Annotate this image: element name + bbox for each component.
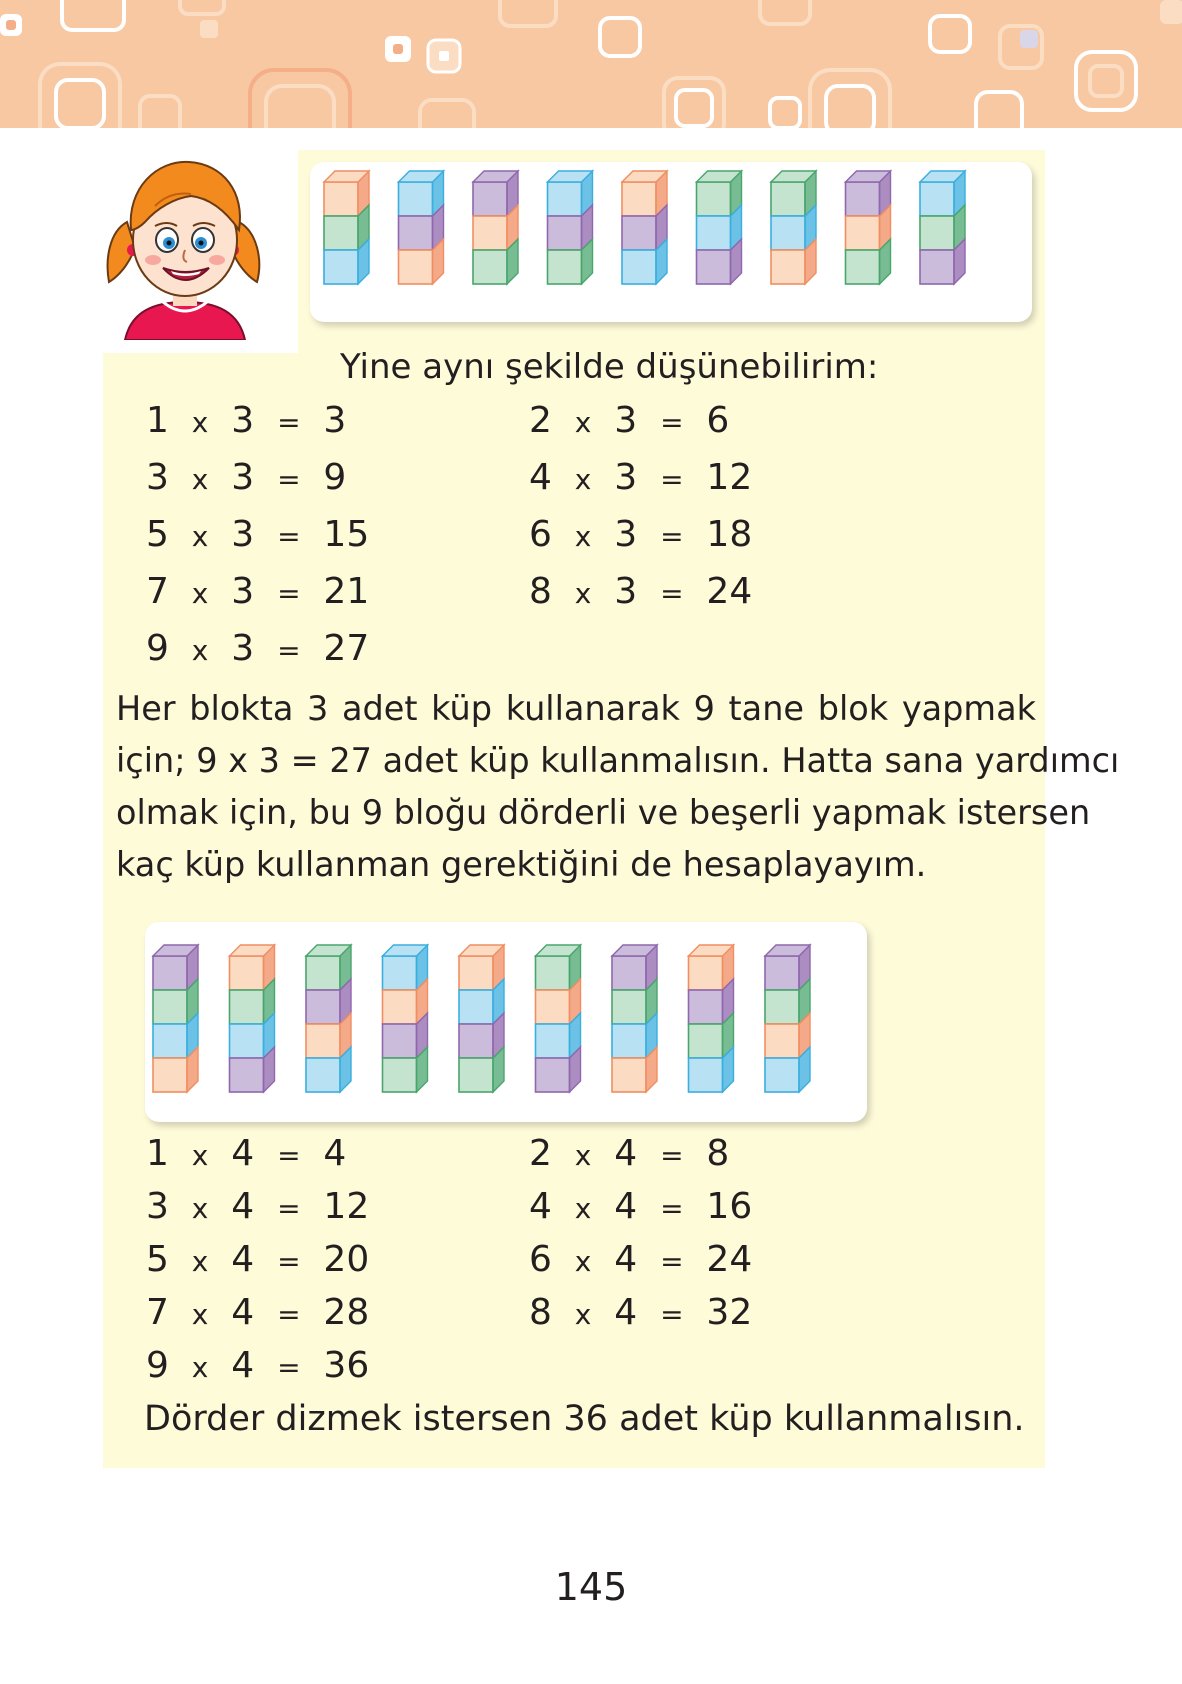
multiplier: 4: [231, 1239, 255, 1280]
cube-stack: [612, 945, 657, 1092]
cube-stack: [153, 945, 198, 1092]
multiplicand: 6: [529, 1239, 552, 1280]
equation: [529, 457, 753, 498]
equation: [146, 1186, 370, 1227]
equation: [529, 1292, 753, 1333]
rounded-squares-pattern-icon: [0, 0, 1182, 128]
cube-green: [771, 171, 816, 216]
conclusion-text: Dörder dizmek istersen 36 adet küp kullanmalısın.: [144, 1399, 1025, 1439]
multiplicand: 3: [146, 457, 169, 498]
cube-purple: [153, 945, 198, 990]
equals-sign: =: [277, 1139, 301, 1172]
equation: [146, 1345, 370, 1386]
equals-sign: =: [277, 1298, 301, 1331]
equals-sign: =: [660, 406, 684, 439]
product: 24: [706, 571, 753, 612]
product: 32: [706, 1292, 753, 1333]
cube-stack-group: [145, 922, 867, 1122]
equals-sign: =: [277, 406, 301, 439]
equation: [146, 1292, 370, 1333]
multiplicand: 6: [529, 514, 552, 555]
multiplier: 3: [614, 400, 638, 441]
cube-stack: [473, 171, 518, 284]
cube-green: [306, 945, 351, 990]
times-sign: x: [574, 1298, 592, 1331]
multiplicand: 4: [529, 1186, 552, 1227]
cube-stack: [399, 171, 444, 284]
multiplier: 3: [231, 514, 255, 555]
multiplier: 4: [614, 1186, 638, 1227]
times-sign: x: [574, 406, 592, 439]
product: 16: [706, 1186, 753, 1227]
multiplicand: 3: [146, 1186, 169, 1227]
cube-orange: [324, 171, 369, 216]
times-sign: x: [191, 1139, 209, 1172]
equation: [146, 400, 347, 441]
times-sign: x: [191, 1192, 209, 1225]
paragraph-line: olmak için, bu 9 bloğu dörderli ve beşerli yapmak istersen: [116, 793, 1091, 832]
equals-sign: =: [660, 1298, 684, 1331]
times-sign: x: [191, 520, 209, 553]
multiplicand: 5: [146, 1239, 169, 1280]
equation: [146, 628, 370, 669]
multiplier: 4: [614, 1239, 638, 1280]
equation: [146, 571, 370, 612]
cube-purple: [846, 171, 891, 216]
equation: [146, 514, 370, 555]
multiplier: 3: [614, 571, 638, 612]
times-sign: x: [191, 1351, 209, 1384]
multiplicand: 7: [146, 1292, 169, 1333]
product: 6: [706, 400, 730, 441]
times-sign: x: [191, 634, 209, 667]
multiplier: 4: [231, 1292, 255, 1333]
times-sign: x: [574, 577, 592, 610]
equation: [146, 1239, 370, 1280]
cube-stack: [689, 945, 734, 1092]
multiplicand: 8: [529, 1292, 552, 1333]
product: 21: [323, 571, 370, 612]
product: 20: [323, 1239, 370, 1280]
multiplicand: 9: [146, 628, 169, 669]
times-sign: x: [191, 463, 209, 496]
cube-blue: [399, 171, 444, 216]
product: 36: [323, 1345, 370, 1386]
multiplier: 4: [614, 1133, 638, 1174]
multiplier: 3: [231, 571, 255, 612]
equals-sign: =: [660, 1245, 684, 1278]
product: 12: [323, 1186, 370, 1227]
cube-blocks-of-four: [145, 922, 867, 1122]
multiplicand: 5: [146, 514, 169, 555]
times-sign: x: [574, 1192, 592, 1225]
paragraph-line: kaç küp kullanman gerektiğini de hesaplayayım.: [116, 845, 927, 884]
times-sign: x: [574, 1245, 592, 1278]
times-sign: x: [574, 1139, 592, 1172]
cube-blue: [920, 171, 965, 216]
equals-sign: =: [277, 577, 301, 610]
cube-stack: [548, 171, 593, 284]
times-sign: x: [191, 577, 209, 610]
equals-sign: =: [277, 1245, 301, 1278]
page-number: 145: [554, 1565, 628, 1609]
intro-text: Yine aynı şekilde düşünebilirim:: [340, 347, 879, 387]
cube-purple: [473, 171, 518, 216]
multiplier: 3: [231, 628, 255, 669]
cube-green: [536, 945, 581, 990]
equals-sign: =: [660, 463, 684, 496]
multiplicand: 1: [146, 1133, 169, 1174]
cube-stack-group: [310, 162, 1032, 322]
multiplier: 4: [231, 1186, 255, 1227]
product: 27: [323, 628, 370, 669]
multiplicand: 2: [529, 400, 552, 441]
cube-stack: [846, 171, 891, 284]
smiling-girl-icon: [105, 152, 265, 340]
equals-sign: =: [660, 577, 684, 610]
product: 4: [323, 1133, 347, 1174]
multiplicand: 9: [146, 1345, 169, 1386]
equals-sign: =: [660, 520, 684, 553]
multiplicand: 8: [529, 571, 552, 612]
equation: [529, 400, 730, 441]
equation: [529, 514, 753, 555]
cube-orange: [459, 945, 504, 990]
equation: [529, 571, 753, 612]
equals-sign: =: [277, 634, 301, 667]
product: 15: [323, 514, 370, 555]
cube-stack: [765, 945, 810, 1092]
cube-orange: [230, 945, 275, 990]
cube-stack: [383, 945, 428, 1092]
multiplicand: 2: [529, 1133, 552, 1174]
times-sign: x: [191, 406, 209, 439]
equation: [146, 457, 347, 498]
cube-blue: [548, 171, 593, 216]
paragraph-line: Her blokta 3 adet küp kullanarak 9 tane blok yapmak: [116, 689, 1036, 728]
cube-blocks-of-three: [310, 162, 1032, 322]
times-sign: x: [574, 463, 592, 496]
multiplier: 3: [231, 400, 255, 441]
cube-stack: [771, 171, 816, 284]
equals-sign: =: [660, 1192, 684, 1225]
times-sign: x: [191, 1245, 209, 1278]
equals-sign: =: [660, 1139, 684, 1172]
product: 24: [706, 1239, 753, 1280]
cube-stack: [324, 171, 369, 284]
product: 8: [706, 1133, 730, 1174]
equals-sign: =: [277, 1192, 301, 1225]
cube-blue: [383, 945, 428, 990]
product: 12: [706, 457, 753, 498]
explanation-paragraph: [116, 689, 1120, 897]
multiplier: 4: [231, 1133, 255, 1174]
multiplier: 4: [614, 1292, 638, 1333]
multiplier: 4: [231, 1345, 255, 1386]
cube-stack: [920, 171, 965, 284]
cube-green: [697, 171, 742, 216]
header-banner: [0, 0, 1182, 128]
times-sign: x: [574, 520, 592, 553]
product: 9: [323, 457, 347, 498]
cube-stack: [459, 945, 504, 1092]
product: 3: [323, 400, 347, 441]
product: 28: [323, 1292, 370, 1333]
cube-purple: [612, 945, 657, 990]
multiplier: 3: [614, 457, 638, 498]
cube-stack: [536, 945, 581, 1092]
cube-stack: [230, 945, 275, 1092]
cube-purple: [765, 945, 810, 990]
paragraph-line: için; 9 x 3 = 27 adet küp kullanmalısın. Hatta sana yardımcı: [116, 741, 1120, 780]
cube-stack: [697, 171, 742, 284]
multiplicand: 4: [529, 457, 552, 498]
times-sign: x: [191, 1298, 209, 1331]
multiplier: 3: [614, 514, 638, 555]
multiplicand: 1: [146, 400, 169, 441]
cube-stack: [306, 945, 351, 1092]
cube-orange: [622, 171, 667, 216]
multiplicand: 7: [146, 571, 169, 612]
equation: [529, 1133, 730, 1174]
equation: [146, 1133, 347, 1174]
equation: [529, 1186, 753, 1227]
equation: [529, 1239, 753, 1280]
product: 18: [706, 514, 753, 555]
equals-sign: =: [277, 520, 301, 553]
equals-sign: =: [277, 463, 301, 496]
cube-orange: [689, 945, 734, 990]
cube-stack: [622, 171, 667, 284]
multiplier: 3: [231, 457, 255, 498]
equals-sign: =: [277, 1351, 301, 1384]
